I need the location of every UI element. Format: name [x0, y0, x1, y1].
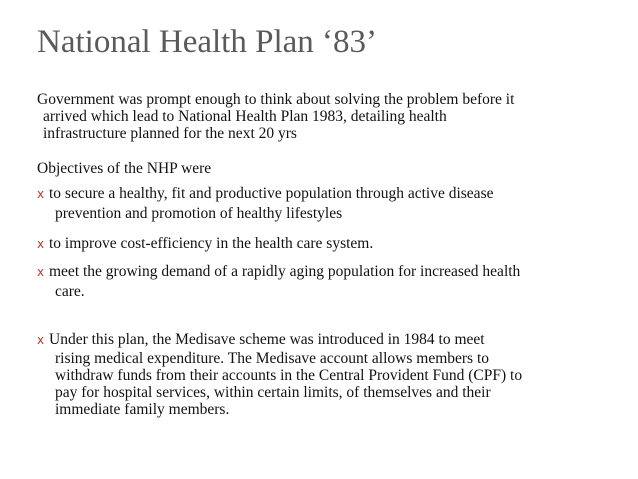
bullet-4-line-3: withdraw funds from their accounts in the Central Provident Fund (CPF) to — [55, 367, 523, 384]
bullet-1-line-1: to secure a healthy, fit and productive population through active disease — [49, 185, 494, 202]
bullet-1-line-2: prevention and promotion of healthy lifestyles — [55, 205, 343, 222]
intro-paragraph — [37, 91, 597, 142]
intro-line-3: infrastructure planned for the next 20 yrs — [43, 125, 297, 142]
bullet-item-3 — [37, 262, 607, 301]
bullet-marker-icon: x — [37, 265, 45, 279]
bullet-item-1 — [37, 184, 607, 223]
bullet-3-line-2: care. — [55, 283, 85, 300]
bullet-4-line-5: immediate family members. — [55, 401, 230, 418]
bullet-4-line-4: pay for hospital services, within certain limits, of themselves and their — [55, 384, 491, 401]
bullet-marker-icon: x — [37, 333, 45, 347]
bullet-marker-icon: x — [37, 187, 45, 201]
slide-title: National Health Plan ‘83’ — [37, 24, 377, 60]
bullet-4-line-1: Under this plan, the Medisave scheme was introduced in 1984 to meet — [49, 331, 485, 348]
bullet-item-2 — [37, 234, 607, 254]
bullet-marker-icon: x — [37, 237, 45, 251]
bullet-item-4 — [37, 330, 607, 418]
bullet-3-line-1: meet the growing demand of a rapidly aging population for increased health — [49, 263, 521, 280]
bullet-4-line-2: rising medical expenditure. The Medisave account allows members to — [55, 350, 490, 367]
intro-line-1: Government was prompt enough to think about solving the problem before it — [37, 91, 515, 108]
objectives-heading: Objectives of the NHP were — [37, 160, 212, 177]
bullet-2-line-1: to improve cost-efficiency in the health care system. — [49, 235, 374, 252]
intro-line-2: arrived which lead to National Health Plan 1983, detailing health — [43, 108, 447, 125]
